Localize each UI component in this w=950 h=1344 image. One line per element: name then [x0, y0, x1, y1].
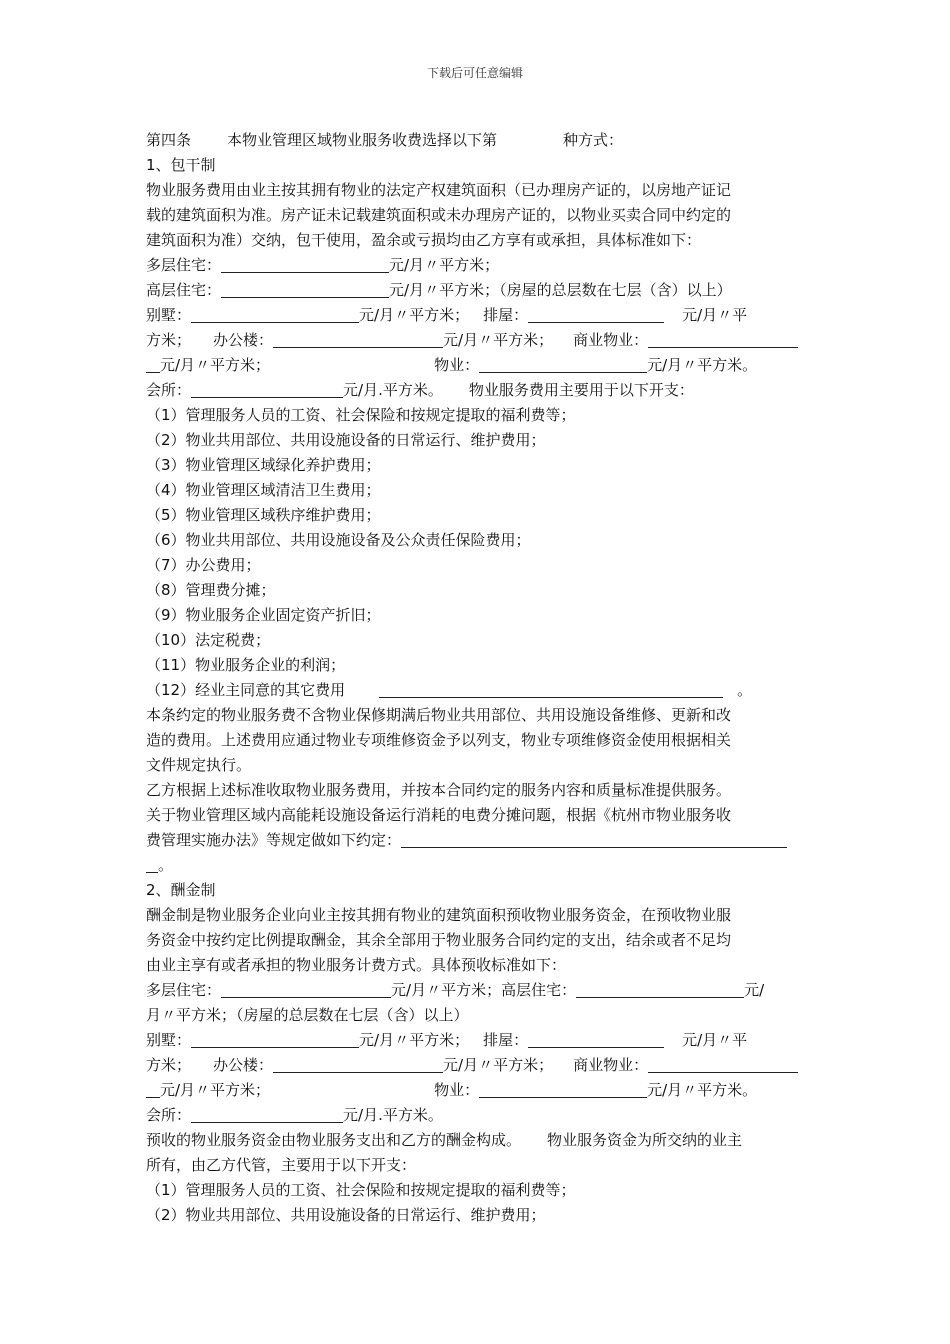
item-text: （12）经业主同意的其它费用: [146, 681, 346, 699]
std-villa-line: [146, 303, 822, 328]
label: 物业：: [434, 1081, 480, 1099]
article-text-tail: 种方式：: [563, 131, 624, 149]
list-item: （10）法定税费；: [146, 631, 271, 649]
article-number: 第四条: [146, 131, 192, 149]
label: 别墅：: [146, 1031, 192, 1049]
unit: 元/月〃平方米。: [647, 1081, 758, 1099]
unit: 元/月.平方米。: [343, 381, 443, 399]
paragraph-line: 所有，由乙方代管，主要用于以下开支：: [146, 1156, 417, 1174]
label: 商业物业：: [573, 1056, 649, 1074]
list-item: （4）物业管理区域清洁卫生费用；: [146, 481, 381, 499]
paragraph-line: 关于物业管理区域内高能耗设施设备运行消耗的电费分摊问题，根据《杭州市物业服务收: [146, 806, 732, 824]
std-commercial-line: [146, 353, 822, 378]
paragraph-line: 载的建筑面积为准。房产证未记载建筑面积或未办理房产证的，以物业买卖合同中约定的: [146, 206, 732, 224]
paragraph-line: 酬金制是物业服务企业向业主按其拥有物业的建筑面积预收物业服务资金，在预收物业服: [146, 906, 732, 924]
blank-field[interactable]: [191, 380, 343, 398]
label: 商业物业：: [573, 331, 649, 349]
std-club-line-2: [146, 1103, 822, 1128]
std-club-line: [146, 378, 822, 403]
section-1-title: 1、包干制: [146, 156, 216, 174]
unit-cont: 方米；: [146, 1056, 192, 1074]
paragraph-line: 本条约定的物业服务费不含物业保修期满后物业共用部位、共用设施设备维修、更新和改: [146, 706, 732, 724]
paragraph-line: 由业主享有或者承担的物业服务计费方式。具体预收标准如下：: [146, 956, 567, 974]
std-high-line: [146, 278, 822, 303]
list-item: （2）物业共用部位、共用设施设备的日常运行、维护费用；: [146, 1206, 546, 1224]
paragraph-line: 造的费用。上述费用应通过物业专项维修资金予以列支，物业专项维修资金使用根据相关: [146, 731, 732, 749]
unit: 元/月〃平方米；: [359, 306, 470, 324]
blank-field[interactable]: [221, 980, 391, 998]
label: 排屋：: [483, 1031, 529, 1049]
std-multi-line: [146, 253, 822, 278]
unit: 元/月〃平方米；: [160, 1081, 271, 1099]
blank-field[interactable]: [146, 855, 158, 873]
blank-field[interactable]: [146, 355, 160, 373]
list-item: （1）管理服务人员的工资、社会保险和按规定提取的福利费等；: [146, 406, 576, 424]
list-item-12: [146, 678, 822, 703]
list-item: （2）物业共用部位、共用设施设备的日常运行、维护费用；: [146, 431, 546, 449]
period: 。: [158, 856, 174, 874]
std-multi-line-2: [146, 978, 822, 1003]
label: 高层住宅：: [146, 281, 222, 299]
blank-field[interactable]: [648, 330, 798, 348]
unit: 元/月〃平方米；: [443, 1056, 554, 1074]
list-item: （11）物业服务企业的利润；: [146, 656, 346, 674]
label: 多层住宅：: [146, 256, 222, 274]
blank-field[interactable]: [273, 330, 443, 348]
paragraph-line: 务资金中按约定比例提取酬金，其余全部用于物业服务合同约定的支出，结余或者不足均: [146, 931, 732, 949]
note: （房屋的总层数在七层（含）以上）: [499, 281, 732, 299]
section-2-title: 2、酬金制: [146, 881, 216, 899]
std-office-line-2: [146, 1053, 822, 1078]
contract-document: [146, 128, 822, 1228]
blank-field[interactable]: [479, 355, 647, 373]
blank-field[interactable]: [576, 980, 744, 998]
unit: 元/月〃平方米；: [443, 331, 554, 349]
page-header: 下载后可任意编辑: [426, 66, 523, 80]
text: 物业服务费用主要用于以下开支：: [468, 381, 694, 399]
unit: 元/月〃平方米。: [647, 356, 758, 374]
paragraph-line: [146, 853, 822, 878]
blank-field[interactable]: [479, 1080, 647, 1098]
list-item: （1）管理服务人员的工资、社会保险和按规定提取的福利费等；: [146, 1181, 576, 1199]
label: 会所：: [146, 381, 192, 399]
unit: 元/: [744, 981, 765, 999]
blank-field[interactable]: [273, 1055, 443, 1073]
paragraph-line: 建筑面积为准）交纳，包干使用，盈余或亏损均由乙方享有或承担，具体标准如下：: [146, 231, 702, 249]
unit: 元/月.平方米。: [343, 1106, 443, 1124]
label: 物业：: [434, 356, 480, 374]
unit: 元/月〃平方米；: [160, 356, 271, 374]
list-item: （6）物业共用部位、共用设施设备及公众责任保险费用；: [146, 531, 531, 549]
paragraph-line: 物业服务费用由业主按其拥有物业的法定产权建筑面积（已办理房产证的，以房地产证记: [146, 181, 732, 199]
unit: 元/月〃平方米；: [391, 981, 502, 999]
std-high-line-2: 月〃平方米；（房屋的总层数在七层（含）以上）: [146, 1006, 469, 1024]
label: 办公楼：: [213, 1056, 274, 1074]
unit: 元/月〃平: [682, 306, 748, 324]
text: 物业服务资金为所交纳的业主: [547, 1131, 743, 1149]
paragraph-line: [146, 1128, 822, 1153]
blank-field[interactable]: [379, 680, 723, 698]
unit: 元/月〃平方米；: [389, 281, 500, 299]
label: 多层住宅：: [146, 981, 222, 999]
blank-field[interactable]: [191, 1105, 343, 1123]
blank-field[interactable]: [221, 255, 389, 273]
blank-field[interactable]: [221, 280, 389, 298]
paragraph-line: 乙方根据上述标准收取物业服务费用，并按本合同约定的服务内容和质量标准提供服务。: [146, 781, 732, 799]
period: 。: [737, 681, 753, 699]
unit: 元/月〃平方米；: [389, 256, 500, 274]
list-item: （8）管理费分摊；: [146, 581, 276, 599]
label: 会所：: [146, 1106, 192, 1124]
blank-field[interactable]: [528, 305, 664, 323]
blank-field[interactable]: [191, 1030, 359, 1048]
label: 办公楼：: [213, 331, 274, 349]
unit: 元/月〃平: [682, 1031, 748, 1049]
article-text: 本物业管理区域物业服务收费选择以下第: [227, 131, 498, 149]
std-office-line: [146, 328, 822, 353]
article-4-line: [146, 128, 822, 153]
blank-field[interactable]: [648, 1055, 798, 1073]
list-item: （3）物业管理区域绿化养护费用；: [146, 456, 381, 474]
unit: 元/月〃平方米；: [359, 1031, 470, 1049]
unit-cont: 方米；: [146, 331, 192, 349]
blank-field[interactable]: [401, 830, 787, 848]
label: 别墅：: [146, 306, 192, 324]
blank-field[interactable]: [146, 1080, 160, 1098]
blank-field[interactable]: [191, 305, 359, 323]
list-item: （5）物业管理区域秩序维护费用；: [146, 506, 381, 524]
text: 费管理实施办法》等规定做如下约定：: [146, 831, 402, 849]
std-villa-line-2: [146, 1028, 822, 1053]
paragraph-line: [146, 828, 822, 853]
std-commercial-line-2: [146, 1078, 822, 1103]
label: 高层住宅：: [501, 981, 577, 999]
paragraph-line: 文件规定执行。: [146, 756, 252, 774]
list-item: （9）物业服务企业固定资产折旧；: [146, 606, 381, 624]
text: 预收的物业服务资金由物业服务支出和乙方的酬金构成。: [146, 1131, 522, 1149]
blank-field[interactable]: [528, 1030, 664, 1048]
list-item: （7）办公费用；: [146, 556, 261, 574]
label: 排屋：: [483, 306, 529, 324]
